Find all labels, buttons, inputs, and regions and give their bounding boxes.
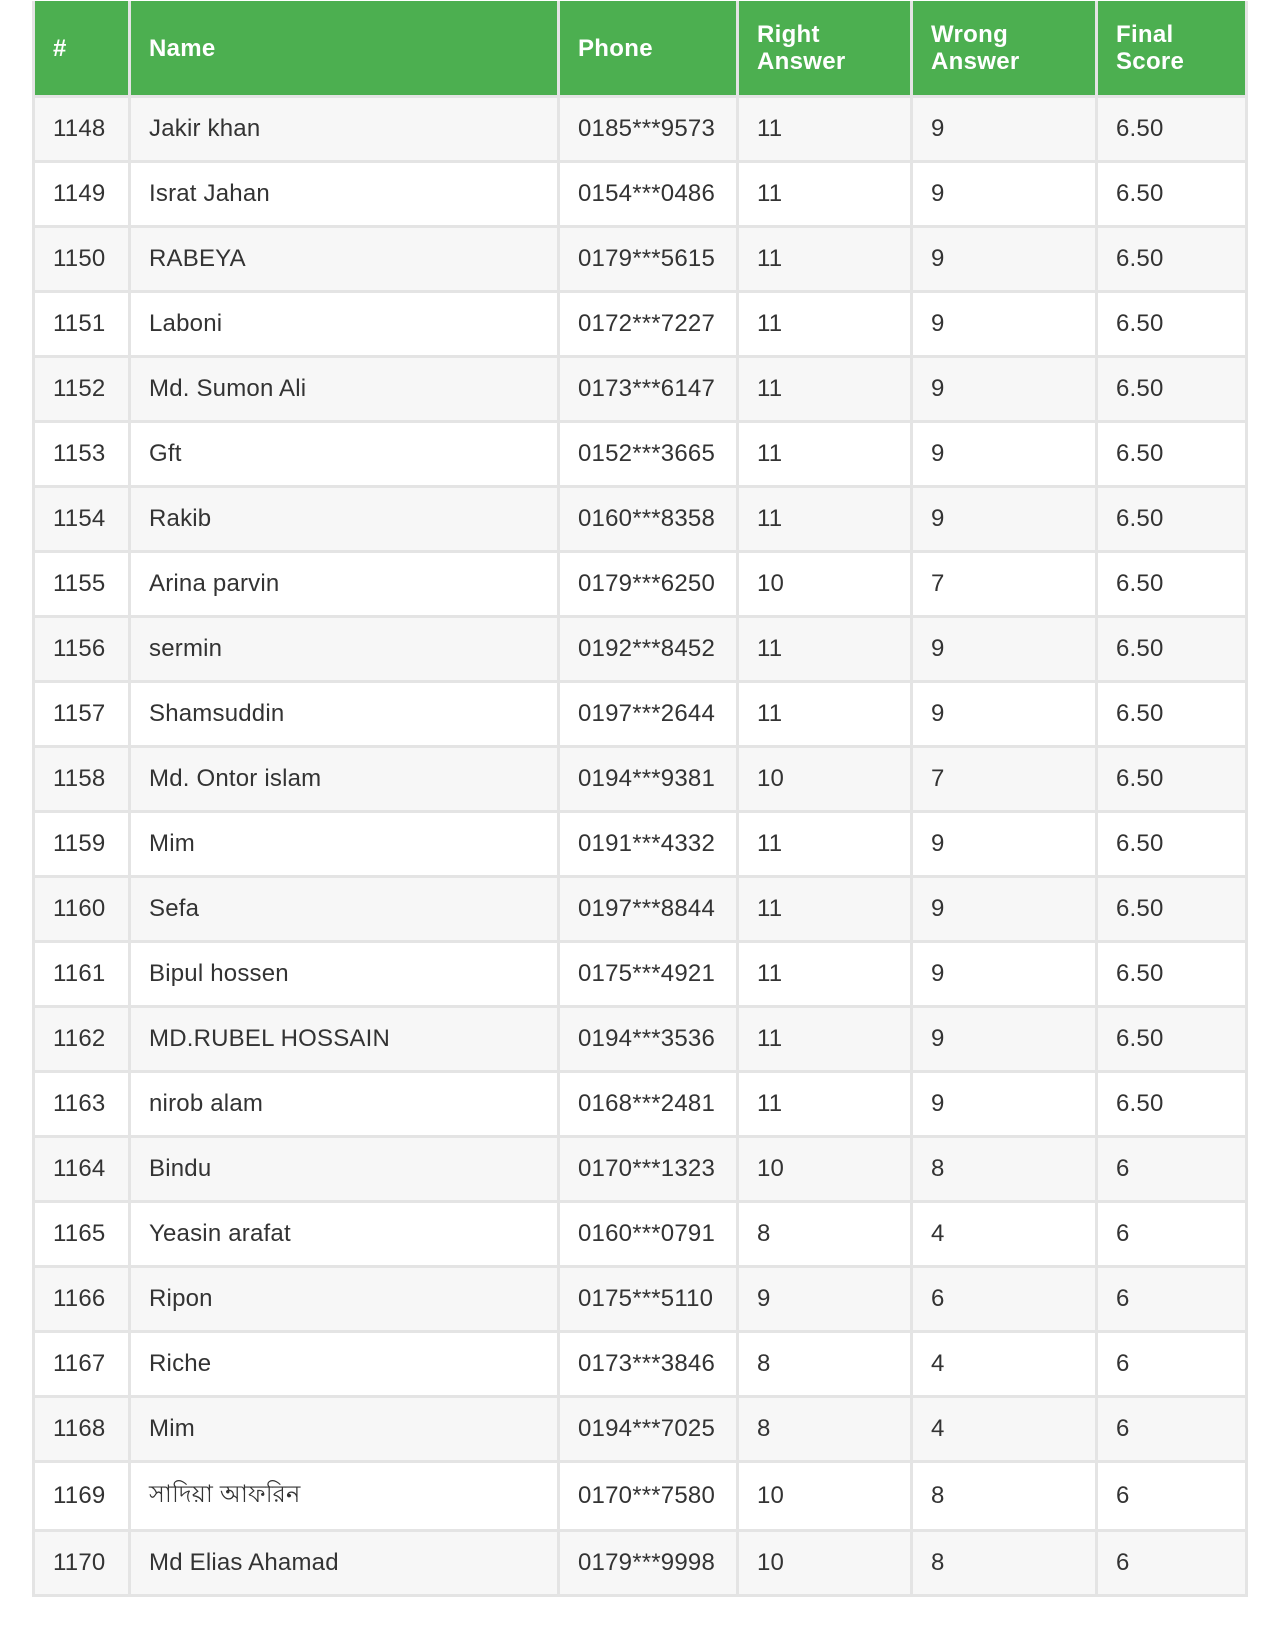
table-row [34, 682, 1247, 747]
cell-serial-number: 1151 [34, 292, 130, 357]
table-row [34, 292, 1247, 357]
cell-phone: 0172***7227 [559, 292, 738, 357]
header-phone: Phone [559, 1, 738, 97]
cell-wrong-answer: 8 [912, 1137, 1097, 1202]
cell-wrong-answer: 4 [912, 1332, 1097, 1397]
table-body [34, 97, 1247, 1596]
cell-final-score: 6.50 [1097, 1007, 1247, 1072]
cell-right-answer: 11 [738, 422, 912, 487]
header-wrong-answer: Wrong Answer [912, 1, 1097, 97]
cell-final-score: 6.50 [1097, 747, 1247, 812]
cell-wrong-answer: 9 [912, 162, 1097, 227]
cell-final-score: 6.50 [1097, 357, 1247, 422]
cell-final-score: 6 [1097, 1531, 1247, 1596]
cell-final-score: 6.50 [1097, 942, 1247, 1007]
cell-final-score: 6 [1097, 1137, 1247, 1202]
cell-name: Arina parvin [130, 552, 559, 617]
cell-serial-number: 1157 [34, 682, 130, 747]
cell-phone: 0160***0791 [559, 1202, 738, 1267]
cell-right-answer: 11 [738, 97, 912, 162]
cell-name: nirob alam [130, 1072, 559, 1137]
cell-phone: 0179***9998 [559, 1531, 738, 1596]
cell-serial-number: 1154 [34, 487, 130, 552]
table-row [34, 487, 1247, 552]
cell-wrong-answer: 4 [912, 1397, 1097, 1462]
table-row [34, 162, 1247, 227]
cell-phone: 0154***0486 [559, 162, 738, 227]
cell-wrong-answer: 9 [912, 292, 1097, 357]
cell-final-score: 6 [1097, 1332, 1247, 1397]
cell-name: Mim [130, 1397, 559, 1462]
results-table-container [32, 1, 1245, 1597]
table-row [34, 1072, 1247, 1137]
cell-wrong-answer: 9 [912, 812, 1097, 877]
cell-serial-number: 1152 [34, 357, 130, 422]
cell-wrong-answer: 9 [912, 877, 1097, 942]
cell-wrong-answer: 9 [912, 357, 1097, 422]
cell-name: Israt Jahan [130, 162, 559, 227]
cell-wrong-answer: 9 [912, 617, 1097, 682]
cell-final-score: 6 [1097, 1462, 1247, 1531]
cell-serial-number: 1163 [34, 1072, 130, 1137]
header-row [34, 1, 1247, 97]
cell-final-score: 6.50 [1097, 292, 1247, 357]
cell-final-score: 6.50 [1097, 682, 1247, 747]
cell-name: sermin [130, 617, 559, 682]
cell-right-answer: 8 [738, 1397, 912, 1462]
cell-phone: 0194***9381 [559, 747, 738, 812]
cell-final-score: 6.50 [1097, 227, 1247, 292]
cell-phone: 0197***8844 [559, 877, 738, 942]
cell-right-answer: 11 [738, 877, 912, 942]
cell-name: Md. Ontor islam [130, 747, 559, 812]
cell-phone: 0173***6147 [559, 357, 738, 422]
header-serial-number: # [34, 1, 130, 97]
table-row [34, 877, 1247, 942]
cell-serial-number: 1148 [34, 97, 130, 162]
cell-phone: 0179***5615 [559, 227, 738, 292]
cell-phone: 0175***4921 [559, 942, 738, 1007]
cell-name: RABEYA [130, 227, 559, 292]
cell-name: সাদিয়া আফরিন [130, 1462, 559, 1531]
cell-phone: 0185***9573 [559, 97, 738, 162]
cell-name: Bipul hossen [130, 942, 559, 1007]
cell-serial-number: 1166 [34, 1267, 130, 1332]
header-right-answer: Right Answer [738, 1, 912, 97]
cell-name: Riche [130, 1332, 559, 1397]
cell-name: Gft [130, 422, 559, 487]
table-row [34, 552, 1247, 617]
cell-final-score: 6.50 [1097, 162, 1247, 227]
cell-final-score: 6.50 [1097, 422, 1247, 487]
cell-phone: 0170***7580 [559, 1462, 738, 1531]
cell-final-score: 6 [1097, 1202, 1247, 1267]
cell-phone: 0173***3846 [559, 1332, 738, 1397]
cell-right-answer: 10 [738, 1531, 912, 1596]
table-row [34, 1267, 1247, 1332]
cell-serial-number: 1155 [34, 552, 130, 617]
cell-final-score: 6.50 [1097, 877, 1247, 942]
cell-serial-number: 1168 [34, 1397, 130, 1462]
cell-phone: 0175***5110 [559, 1267, 738, 1332]
cell-serial-number: 1161 [34, 942, 130, 1007]
cell-serial-number: 1164 [34, 1137, 130, 1202]
cell-final-score: 6.50 [1097, 812, 1247, 877]
results-table [32, 1, 1248, 1597]
cell-wrong-answer: 9 [912, 227, 1097, 292]
cell-right-answer: 10 [738, 747, 912, 812]
cell-name: Shamsuddin [130, 682, 559, 747]
cell-right-answer: 9 [738, 1267, 912, 1332]
cell-right-answer: 11 [738, 162, 912, 227]
table-row [34, 1202, 1247, 1267]
table-row [34, 812, 1247, 877]
cell-serial-number: 1170 [34, 1531, 130, 1596]
cell-name: Md. Sumon Ali [130, 357, 559, 422]
cell-final-score: 6.50 [1097, 97, 1247, 162]
table-row [34, 227, 1247, 292]
cell-serial-number: 1149 [34, 162, 130, 227]
cell-wrong-answer: 8 [912, 1462, 1097, 1531]
cell-phone: 0192***8452 [559, 617, 738, 682]
cell-serial-number: 1150 [34, 227, 130, 292]
cell-serial-number: 1160 [34, 877, 130, 942]
table-row [34, 1137, 1247, 1202]
cell-right-answer: 11 [738, 292, 912, 357]
cell-phone: 0194***3536 [559, 1007, 738, 1072]
table-row [34, 357, 1247, 422]
cell-final-score: 6.50 [1097, 617, 1247, 682]
cell-wrong-answer: 4 [912, 1202, 1097, 1267]
cell-phone: 0194***7025 [559, 1397, 738, 1462]
table-row [34, 1462, 1247, 1531]
cell-name: Md Elias Ahamad [130, 1531, 559, 1596]
cell-right-answer: 11 [738, 812, 912, 877]
cell-serial-number: 1158 [34, 747, 130, 812]
cell-serial-number: 1162 [34, 1007, 130, 1072]
cell-right-answer: 11 [738, 227, 912, 292]
cell-name: Jakir khan [130, 97, 559, 162]
cell-name: Rakib [130, 487, 559, 552]
cell-phone: 0179***6250 [559, 552, 738, 617]
cell-phone: 0170***1323 [559, 1137, 738, 1202]
table-row [34, 422, 1247, 487]
table-row [34, 617, 1247, 682]
cell-name: Yeasin arafat [130, 1202, 559, 1267]
cell-wrong-answer: 7 [912, 747, 1097, 812]
cell-phone: 0168***2481 [559, 1072, 738, 1137]
cell-phone: 0197***2644 [559, 682, 738, 747]
cell-wrong-answer: 9 [912, 487, 1097, 552]
cell-phone: 0152***3665 [559, 422, 738, 487]
header-final-score: Final Score [1097, 1, 1247, 97]
cell-right-answer: 10 [738, 1462, 912, 1531]
cell-right-answer: 11 [738, 942, 912, 1007]
table-row [34, 1332, 1247, 1397]
cell-final-score: 6 [1097, 1397, 1247, 1462]
table-row [34, 747, 1247, 812]
cell-wrong-answer: 9 [912, 1072, 1097, 1137]
cell-wrong-answer: 9 [912, 942, 1097, 1007]
cell-right-answer: 11 [738, 487, 912, 552]
cell-phone: 0191***4332 [559, 812, 738, 877]
cell-wrong-answer: 7 [912, 552, 1097, 617]
cell-wrong-answer: 6 [912, 1267, 1097, 1332]
cell-wrong-answer: 9 [912, 97, 1097, 162]
cell-name: Sefa [130, 877, 559, 942]
cell-serial-number: 1165 [34, 1202, 130, 1267]
cell-name: Mim [130, 812, 559, 877]
cell-serial-number: 1156 [34, 617, 130, 682]
cell-serial-number: 1167 [34, 1332, 130, 1397]
cell-name: MD.RUBEL HOSSAIN [130, 1007, 559, 1072]
cell-wrong-answer: 8 [912, 1531, 1097, 1596]
cell-right-answer: 11 [738, 682, 912, 747]
cell-final-score: 6.50 [1097, 552, 1247, 617]
cell-right-answer: 11 [738, 357, 912, 422]
cell-right-answer: 10 [738, 552, 912, 617]
cell-serial-number: 1153 [34, 422, 130, 487]
cell-name: Laboni [130, 292, 559, 357]
cell-name: Bindu [130, 1137, 559, 1202]
table-row [34, 942, 1247, 1007]
cell-final-score: 6 [1097, 1267, 1247, 1332]
cell-wrong-answer: 9 [912, 682, 1097, 747]
cell-name: Ripon [130, 1267, 559, 1332]
cell-right-answer: 8 [738, 1332, 912, 1397]
cell-wrong-answer: 9 [912, 1007, 1097, 1072]
table-row [34, 1397, 1247, 1462]
table-row [34, 97, 1247, 162]
cell-right-answer: 10 [738, 1137, 912, 1202]
cell-final-score: 6.50 [1097, 487, 1247, 552]
cell-wrong-answer: 9 [912, 422, 1097, 487]
cell-serial-number: 1169 [34, 1462, 130, 1531]
cell-right-answer: 11 [738, 1007, 912, 1072]
table-row [34, 1531, 1247, 1596]
header-name: Name [130, 1, 559, 97]
cell-final-score: 6.50 [1097, 1072, 1247, 1137]
table-row [34, 1007, 1247, 1072]
cell-right-answer: 8 [738, 1202, 912, 1267]
cell-right-answer: 11 [738, 617, 912, 682]
cell-phone: 0160***8358 [559, 487, 738, 552]
cell-serial-number: 1159 [34, 812, 130, 877]
cell-right-answer: 11 [738, 1072, 912, 1137]
